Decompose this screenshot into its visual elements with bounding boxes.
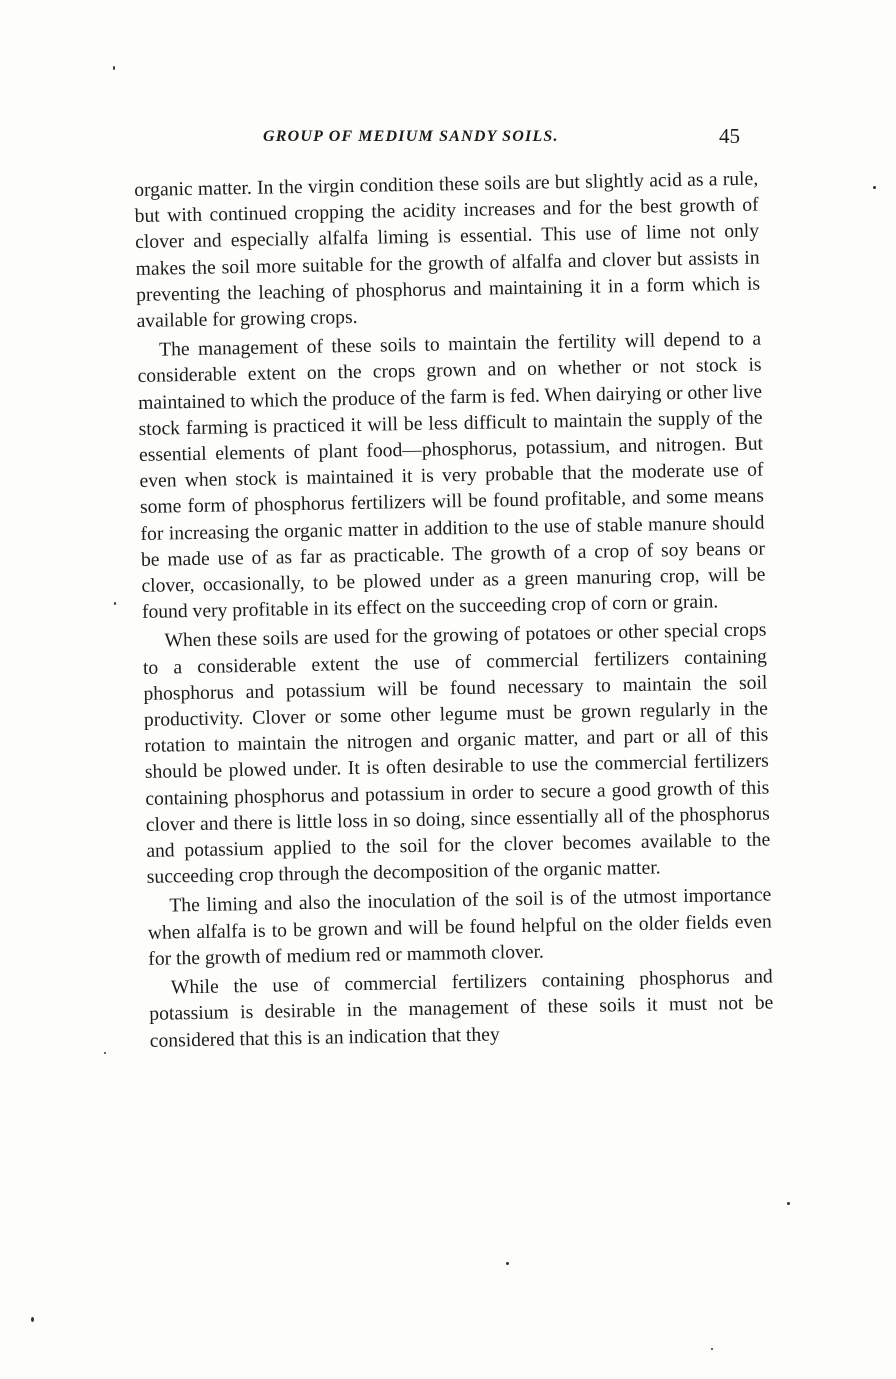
running-title: GROUP OF MEDIUM SANDY SOILS. bbox=[263, 128, 559, 145]
scan-speck bbox=[711, 1348, 713, 1350]
scan-speck bbox=[873, 186, 876, 189]
scan-speck bbox=[104, 1052, 106, 1054]
scan-speck bbox=[787, 1202, 790, 1205]
paragraph: While the use of commercial fertilizers containing phosphorus and potassium is desirable in the management of these soils it must not be considered that this is an indication that they bbox=[149, 966, 774, 1052]
paragraph-continued: organic matter. In the virgin condition these soils are but slightly acid as a rule, but with continued cropping the acidity increases and for the best growth of clover and especially alfalfa liming is essential. This use of lime not only makes the soil more suitable for the growth of alfalfa and clover but assists in preventing the leaching of phosphorus and maintaining it in a form which is available for growing crops. bbox=[134, 168, 761, 332]
paragraph: The management of these soils to maintain the fertility will depend to a considerable extent on the crops grown and on whether or not stock is maintained to which the produce of the farm is fed. When dairying or other live stock farming is practiced it will be less difficult to maintain the supply of the essential elements of plant food—phosphorus, potassium, and nitrogen. But even when stock is maintained it is very probable that the moderate use of some form of phosphorus fertilizers will be found profitable, and some means for increasing the organic matter in addition to the use of stable manure should be made use of as far as practicable. The growth of a crop of soy beans or clover, occasionally, to be plowed under as a green manuring crop, will be found very profitable in its effect on the succeeding crop of corn or grain. bbox=[137, 328, 766, 624]
scan-speck bbox=[506, 1262, 509, 1265]
page-number: 45 bbox=[719, 124, 740, 148]
body-text bbox=[134, 167, 774, 1058]
scan-speck bbox=[113, 66, 115, 70]
scan-speck bbox=[114, 602, 116, 605]
running-head bbox=[130, 124, 780, 154]
paragraph: When these soils are used for the growing of potatoes or other special crops to a considerable extent the use of commercial fertilizers containing phosphorus and potassium will be found necessary to maintain the soil productivity. Clover or some other legume must be grown regularly in the rotation to maintain the nitrogen and organic matter, and part or all of this should be plowed under. It is often desirable to use the commercial fertilizers containing phosphorus and potassium in order to secure a good growth of this clover and there is little loss in so doing, since essentially all of the phosphorus and potassium applied to the soil for the clover becomes available to the succeeding crop through the decomposition of the organic matter. bbox=[142, 619, 771, 889]
scan-speck bbox=[31, 1317, 34, 1322]
paragraph: The liming and also the inoculation of the soil is of the utmost importance when alfalfa is to be grown and will be found helpful on the older fields even for the growth of medium red or mammoth clover. bbox=[147, 884, 772, 970]
